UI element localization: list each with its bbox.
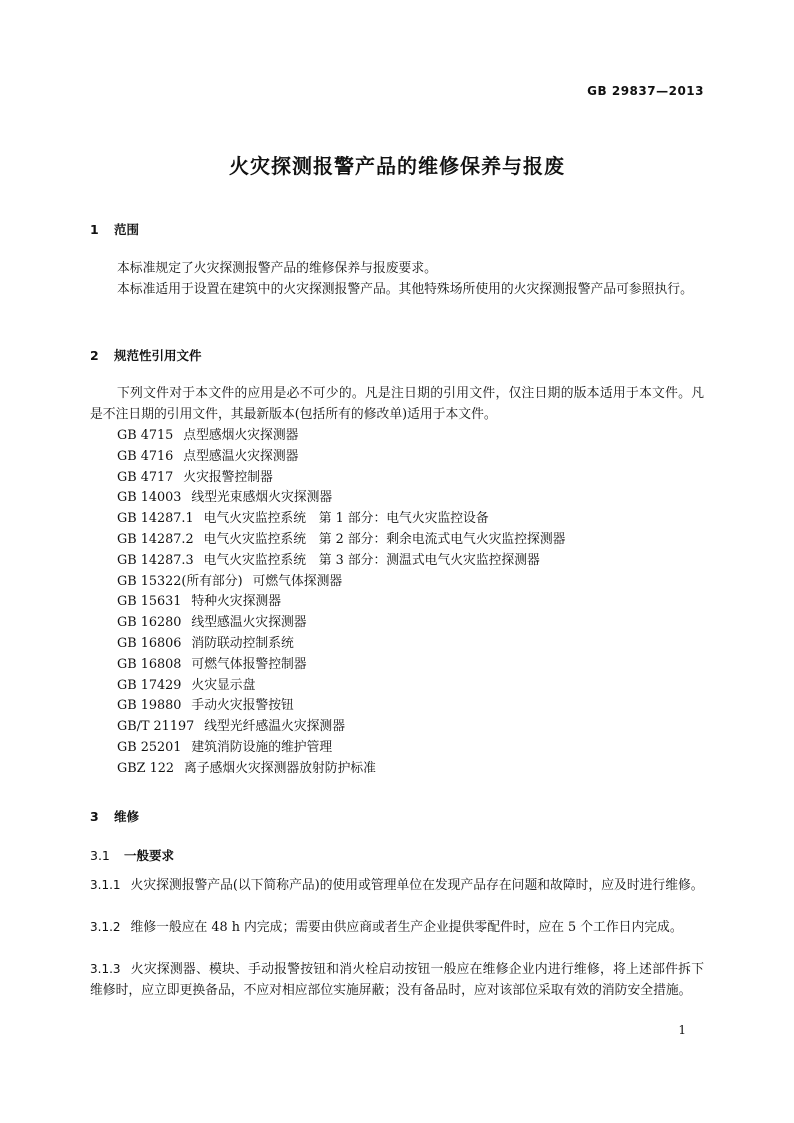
clause-number: 3.1.3: [90, 962, 121, 976]
scope-paragraph-1: 本标准规定了火灾探测报警产品的维修保养与报废要求。: [117, 261, 437, 276]
reference-item: GB 14003 线型光束感烟火灾探测器: [117, 490, 333, 506]
reference-item: GBZ 122 离子感烟火灾探测器放射防护标准: [117, 760, 376, 776]
section-number: 1: [90, 222, 99, 237]
scope-paragraph-2: 本标准适用于设置在建筑中的火灾探测报警产品。其他特殊场所使用的火灾探测报警产品可参照执行。: [117, 282, 693, 297]
reference-item: GB 16280 线型感温火灾探测器: [117, 615, 307, 631]
reference-item: GB 14287.1 电气火灾监控系统 第 1 部分：电气火灾监控设备: [117, 511, 489, 527]
reference-list: [117, 426, 565, 780]
section-number: 2: [90, 348, 99, 363]
section-3-heading: [90, 807, 139, 825]
reference-item: GB 15631 特种火灾探测器: [117, 594, 281, 610]
subsection-number: 3.1: [90, 848, 110, 863]
reference-item: GB 4715 点型感烟火灾探测器: [117, 428, 299, 443]
clause-3-1-3: [90, 959, 704, 1002]
section-2-heading: [90, 346, 202, 364]
reference-item: GB 16808 可燃气体报警控制器: [117, 656, 307, 672]
section-title: 规范性引用文件: [114, 348, 202, 363]
standard-number: GB 29837—2013: [587, 84, 704, 98]
subsection-3-1-heading: [90, 846, 174, 864]
clause-text: 火灾探测报警产品(以下简称产品)的使用或管理单位在发现产品存在问题和故障时，应及时进行维修。: [130, 878, 704, 893]
section-title: 维修: [114, 809, 140, 824]
reference-item: GB 25201 建筑消防设施的维护管理: [117, 739, 333, 755]
clause-text: 维修一般应在 48 h 内完成；需要由供应商或者生产企业提供零配件时，应在 5 个工作日内完成。: [130, 920, 683, 935]
reference-item: GB 14287.2 电气火灾监控系统 第 2 部分：剩余电流式电气火灾监控探测器: [117, 531, 566, 547]
page-number: 1: [678, 1023, 686, 1037]
clause-text: 火灾探测器、模块、手动报警按钮和消火栓启动按钮一般应在维修企业内进行维修，将上述部件拆下维修时，应立即更换备品，不应对相应部位实施屏蔽；没有备品时，应对该部位采取有效的消防安全措施。: [90, 962, 704, 998]
reference-item: GB 15322(所有部分) 可燃气体探测器: [117, 573, 343, 589]
clause-3-1-2: [90, 917, 704, 939]
reference-item: GB 14287.3 电气火灾监控系统 第 3 部分：测温式电气火灾监控探测器: [117, 552, 540, 568]
subsection-title: 一般要求: [124, 848, 175, 863]
section-1-heading: [90, 220, 139, 238]
references-intro: 下列文件对于本文件的应用是必不可少的。凡是注日期的引用文件，仅注日期的版本适用于本文件。凡是不注日期的引用文件，其最新版本(包括所有的修改单)适用于本文件。: [90, 386, 704, 422]
reference-item: GB 4716 点型感温火灾探测器: [117, 448, 299, 464]
section-title: 范围: [114, 222, 140, 237]
document-title: 火灾探测报警产品的维修保养与报废: [229, 154, 565, 178]
section-number: 3: [90, 809, 99, 824]
reference-item: GB 16806 消防联动控制系统: [117, 635, 294, 651]
reference-item: GB 4717 火灾报警控制器: [117, 469, 273, 485]
clause-number: 3.1.2: [90, 920, 121, 934]
reference-item: GB 17429 火灾显示盘: [117, 677, 256, 693]
reference-item: GB 19880 手动火灾报警按钮: [117, 698, 294, 714]
clause-number: 3.1.1: [90, 878, 121, 892]
clause-3-1-1: [90, 875, 704, 897]
reference-item: GB/T 21197 线型光纤感温火灾探测器: [117, 719, 346, 735]
